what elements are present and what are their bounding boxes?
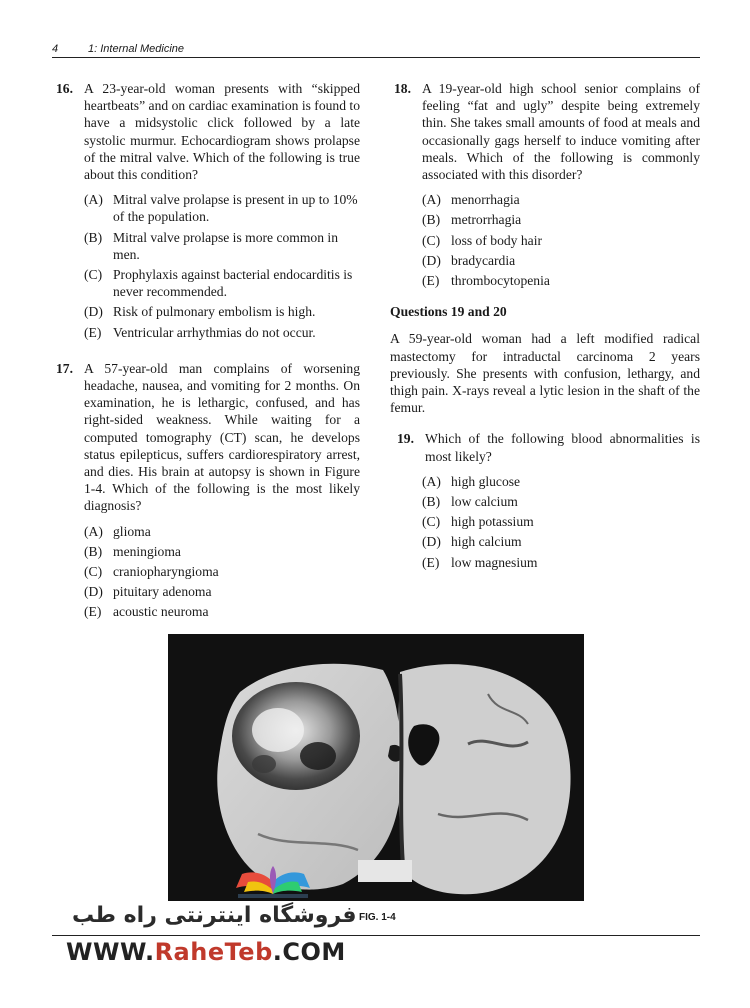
question-16 [52,80,360,183]
option-letter: (E) [422,554,440,570]
answer-option[interactable] [422,533,700,550]
answer-option[interactable] [84,324,360,341]
answer-option[interactable] [422,473,700,490]
option-text: Prophylaxis against bacterial endocarditis is never recommended. [113,267,353,300]
option-text: high calcium [451,534,522,550]
option-text: low magnesium [451,554,538,570]
question-stem: Which of the following blood abnormalities is most likely? [425,431,700,464]
answer-option[interactable] [84,543,360,560]
option-text: bradycardia [451,252,516,268]
answer-options-19 [422,473,700,571]
option-text: Mitral valve prolapse is present in up to 10% of the population. [113,192,358,225]
question-17 [52,360,360,515]
option-text: Risk of pulmonary embolism is high. [113,304,316,320]
option-letter: (B) [84,229,103,245]
question-19 [390,430,700,464]
answer-option[interactable] [84,266,360,300]
url-prefix: WWW. [66,938,155,966]
answer-option[interactable] [84,583,360,600]
option-letter: (E) [84,324,102,340]
option-text: Ventricular arrhythmias do not occur. [113,324,316,340]
answer-options-16 [84,191,360,341]
option-text: Mitral valve prolapse is more common in men. [113,229,339,262]
option-letter: (A) [84,523,103,539]
option-letter: (C) [84,267,103,283]
option-text: high potassium [451,514,534,530]
answer-options-17 [84,523,360,621]
option-letter: (B) [84,543,103,559]
answer-option[interactable] [422,493,700,510]
option-text: pituitary adenoma [113,584,212,600]
option-text: high glucose [451,473,521,489]
answer-option[interactable] [422,191,700,208]
option-letter: (E) [84,604,102,620]
option-letter: (C) [422,232,441,248]
answer-options-18 [422,191,700,289]
store-name-persian: فروشگاه اینترنتی راه طب [72,903,357,928]
answer-option[interactable] [422,272,700,289]
option-letter: (A) [422,473,441,489]
option-letter: (D) [84,584,103,600]
answer-option[interactable] [84,229,360,263]
answer-option[interactable] [84,603,360,620]
answer-option[interactable] [422,211,700,228]
option-letter: (D) [422,252,441,268]
option-text: loss of body hair [451,232,542,248]
option-letter: (D) [84,304,103,320]
answer-option[interactable] [422,252,700,269]
running-header-section: 1: Internal Medicine [88,43,184,55]
clinical-vignette: A 59-year-old woman had a left modified radical mastectomy for intraductal carcinoma 2 years previously. She presents with confusion, lethargy, and thigh pain. X-rays reveal a lytic lesion in the shaft of the femur. [390,331,700,416]
option-text: meningioma [113,543,181,559]
question-stem: A 23-year-old woman presents with “skipped heartbeats” and on cardiac examination is found to have a midsystolic click followed by a late systolic murmur. Echocardiogram shows prolapse of the mitral valve. Which of the following is true about this condition? [84,81,360,183]
option-text: craniopharyngioma [113,564,219,580]
url-suffix: .COM [272,938,346,966]
option-letter: (C) [422,514,441,530]
store-website-link[interactable] [66,938,346,966]
question-number: 19. [397,431,414,447]
answer-option[interactable] [84,303,360,320]
option-letter: (E) [422,273,440,289]
answer-option[interactable] [84,523,360,540]
answer-option[interactable] [422,232,700,249]
figure-caption: FIG. 1-4 [359,912,396,923]
header-rule [52,57,700,58]
question-group-heading: Questions 19 and 20 [390,304,507,320]
option-letter: (D) [422,534,441,550]
option-text: acoustic neuroma [113,604,209,620]
page-number: 4 [52,43,59,55]
left-column [52,80,360,624]
option-text: glioma [113,523,151,539]
answer-option[interactable] [84,191,360,225]
option-letter: (B) [422,494,441,510]
option-text: menorrhagia [451,192,520,208]
book-logo-icon [232,864,314,902]
brain-section-illustration [168,634,584,901]
option-letter: (A) [84,192,103,208]
option-text: metrorrhagia [451,212,522,228]
right-column [390,80,700,574]
brain-autopsy-photo [168,634,584,901]
question-stem: A 19-year-old high school senior complains of feeling “fat and ugly” despite being extremely thin. She takes small amounts of food at meals and occasionally gags herself to induce vomiting after meals. Which of the following is commonly associated with this disorder? [422,81,700,183]
option-letter: (C) [84,564,103,580]
answer-option[interactable] [84,563,360,580]
option-text: thrombocytopenia [451,273,550,289]
url-brand: RaheTeb [154,938,273,966]
answer-option[interactable] [422,554,700,571]
question-18 [390,80,700,183]
question-number: 18. [394,81,411,96]
option-text: low calcium [451,494,518,510]
question-number: 16. [56,81,73,96]
question-stem: A 57-year-old man complains of worsening headache, nausea, and vomiting for 2 months. On examination, he is lethargic, confused, and has right-sided weakness. While waiting for a computed tomography (CT) scan, he develops status epilepticus, suffers cardiorespiratory arrest, and dies. His brain at autopsy is shown in Figure 1-4. Which of the following is the most likely diagnosis? [84,360,360,514]
option-letter: (B) [422,212,441,228]
spacer [52,344,360,360]
question-number: 17. [56,360,73,376]
footer-rule [52,935,700,936]
option-letter: (A) [422,192,441,208]
answer-option[interactable] [422,513,700,530]
